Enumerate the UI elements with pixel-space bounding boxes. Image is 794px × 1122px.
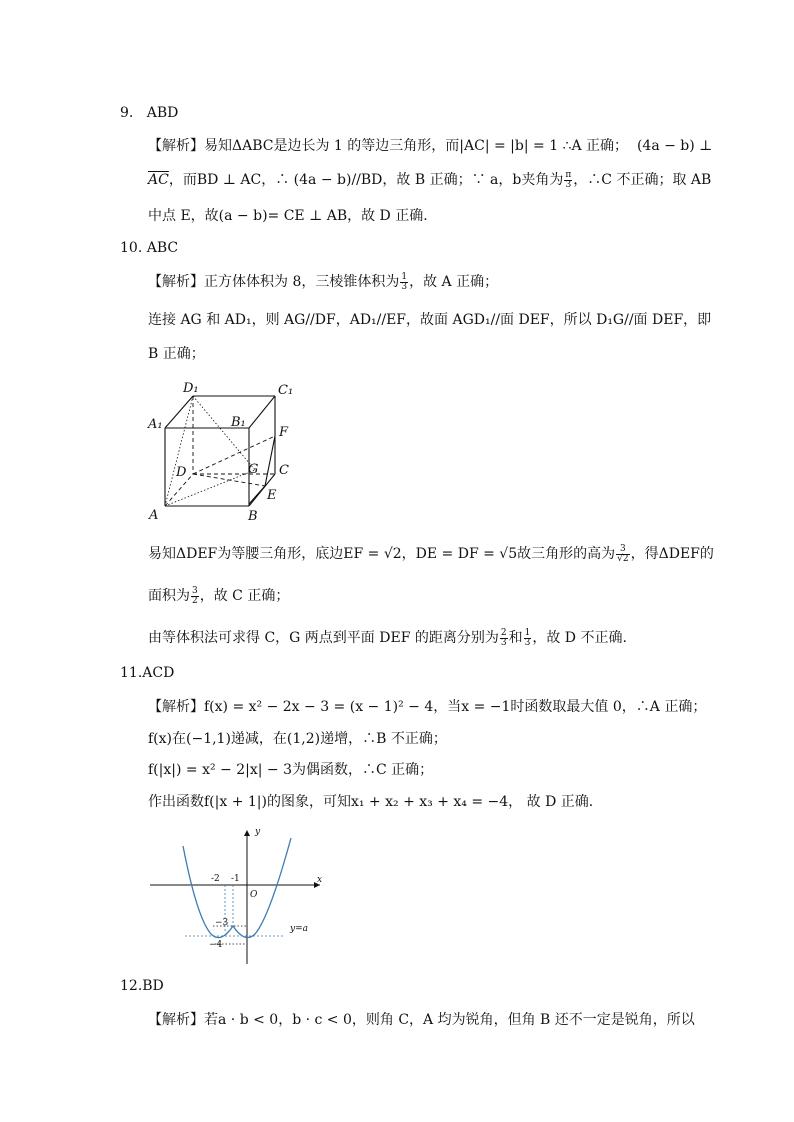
- q10-line1: 【解析】正方体体积为 8，三棱锥体积为 $\frac{1}{3}$ ，故 A 正确；: [148, 271, 499, 292]
- label-B1: B₁: [231, 415, 246, 430]
- label-minus3: −3: [215, 918, 229, 928]
- q12-answer: 12.BD: [120, 978, 164, 994]
- q9-line1: 【解析】易知ΔABC是边长为 1 的等边三角形，而|AC| = |b| = 1 ∴A 正确； (4a − b) ⊥: [148, 138, 713, 154]
- fraction: $\frac{\pi}{3}$: [565, 169, 572, 190]
- label-B: B: [248, 509, 258, 524]
- y-axis-label: y: [255, 827, 261, 837]
- fraction: $\frac{3}{2}$: [192, 585, 198, 606]
- label-F: F: [279, 425, 289, 440]
- function-graph: [145, 826, 335, 968]
- label-C: C: [279, 463, 289, 478]
- q12-line1: 【解析】若a · b < 0，b · c < 0，则角 C，A 均为锐角，但角 B 还不一定是锐角，所以: [148, 1012, 695, 1028]
- q10-line6: 由等体积法可求得 C，G 两点到平面 DEF 的距离分别为 $\frac{2}{3}$ 和 $\frac{1}{3}$ ，故 D 不正确.: [148, 627, 627, 648]
- q9-line2: $\overline{AC}$，而BD ⊥ AC，∴ (4a − b)//BD，故 B 正确；∵ a，b夹角为 $\frac{\pi}{3}$ ，∴C 不正确；取 AB: [148, 169, 712, 190]
- x-axis-label: x: [317, 875, 323, 885]
- label-minus4: −4: [209, 940, 223, 950]
- q10-line2: 连接 AG 和 AD₁，则 AG//DF，AD₁//EF，故面 AGD₁//面 DEF，所以 D₁G//面 DEF，即: [148, 312, 712, 328]
- q10-line4: 易知ΔDEF为等腰三角形，底边EF = √2，DE = DF = √5故三角形的高为 $\frac{3}{√2}$ ，得ΔDEF的: [148, 543, 714, 564]
- q10-line5: 面积为 $\frac{3}{2}$ ，故 C 正确；: [148, 585, 290, 606]
- origin-label: O: [250, 890, 258, 900]
- q10-line3: B 正确；: [148, 346, 205, 362]
- tick-minus1: -1: [231, 874, 240, 884]
- q11-line1: 【解析】f(x) = x² − 2x − 3 = (x − 1)² − 4，当x = −1时函数取最大值 0，∴A 正确；: [148, 699, 707, 715]
- cube-figure: [145, 376, 305, 524]
- fraction: $\frac{3}{√2}$: [617, 543, 629, 564]
- label-E: E: [267, 488, 277, 503]
- q9-line3: 中点 E，故(a − b)= CE ⊥ AB，故 D 正确.: [148, 208, 428, 224]
- label-A: A: [149, 508, 159, 523]
- fraction: $\frac{1}{3}$: [401, 271, 408, 292]
- fraction: $\frac{2}{3}$: [500, 627, 507, 648]
- q10-answer: 10. ABC: [120, 240, 179, 256]
- tick-minus2: -2: [211, 874, 220, 884]
- q11-line4: 作出函数f(|x + 1|)的图象，可知x₁ + x₂ + x₃ + x₄ = −4， 故 D 正确.: [148, 794, 594, 810]
- q9-answer: 9. ABD: [120, 105, 179, 121]
- fraction: $\frac{1}{3}$: [524, 627, 531, 648]
- line-ya-label: y=a: [290, 924, 308, 934]
- q11-answer: 11.ACD: [120, 665, 175, 681]
- label-A1: A₁: [148, 417, 163, 432]
- label-D: D: [176, 465, 187, 480]
- q11-line2: f(x)在(−1,1)递减，在(1,2)递增，∴B 不正确；: [148, 731, 447, 747]
- label-D1: D₁: [183, 381, 199, 396]
- label-G: G: [248, 462, 259, 477]
- label-C1: C₁: [278, 383, 294, 398]
- q11-line3: f(|x|) = x² − 2|x| − 3为偶函数，∴C 正确；: [148, 762, 434, 778]
